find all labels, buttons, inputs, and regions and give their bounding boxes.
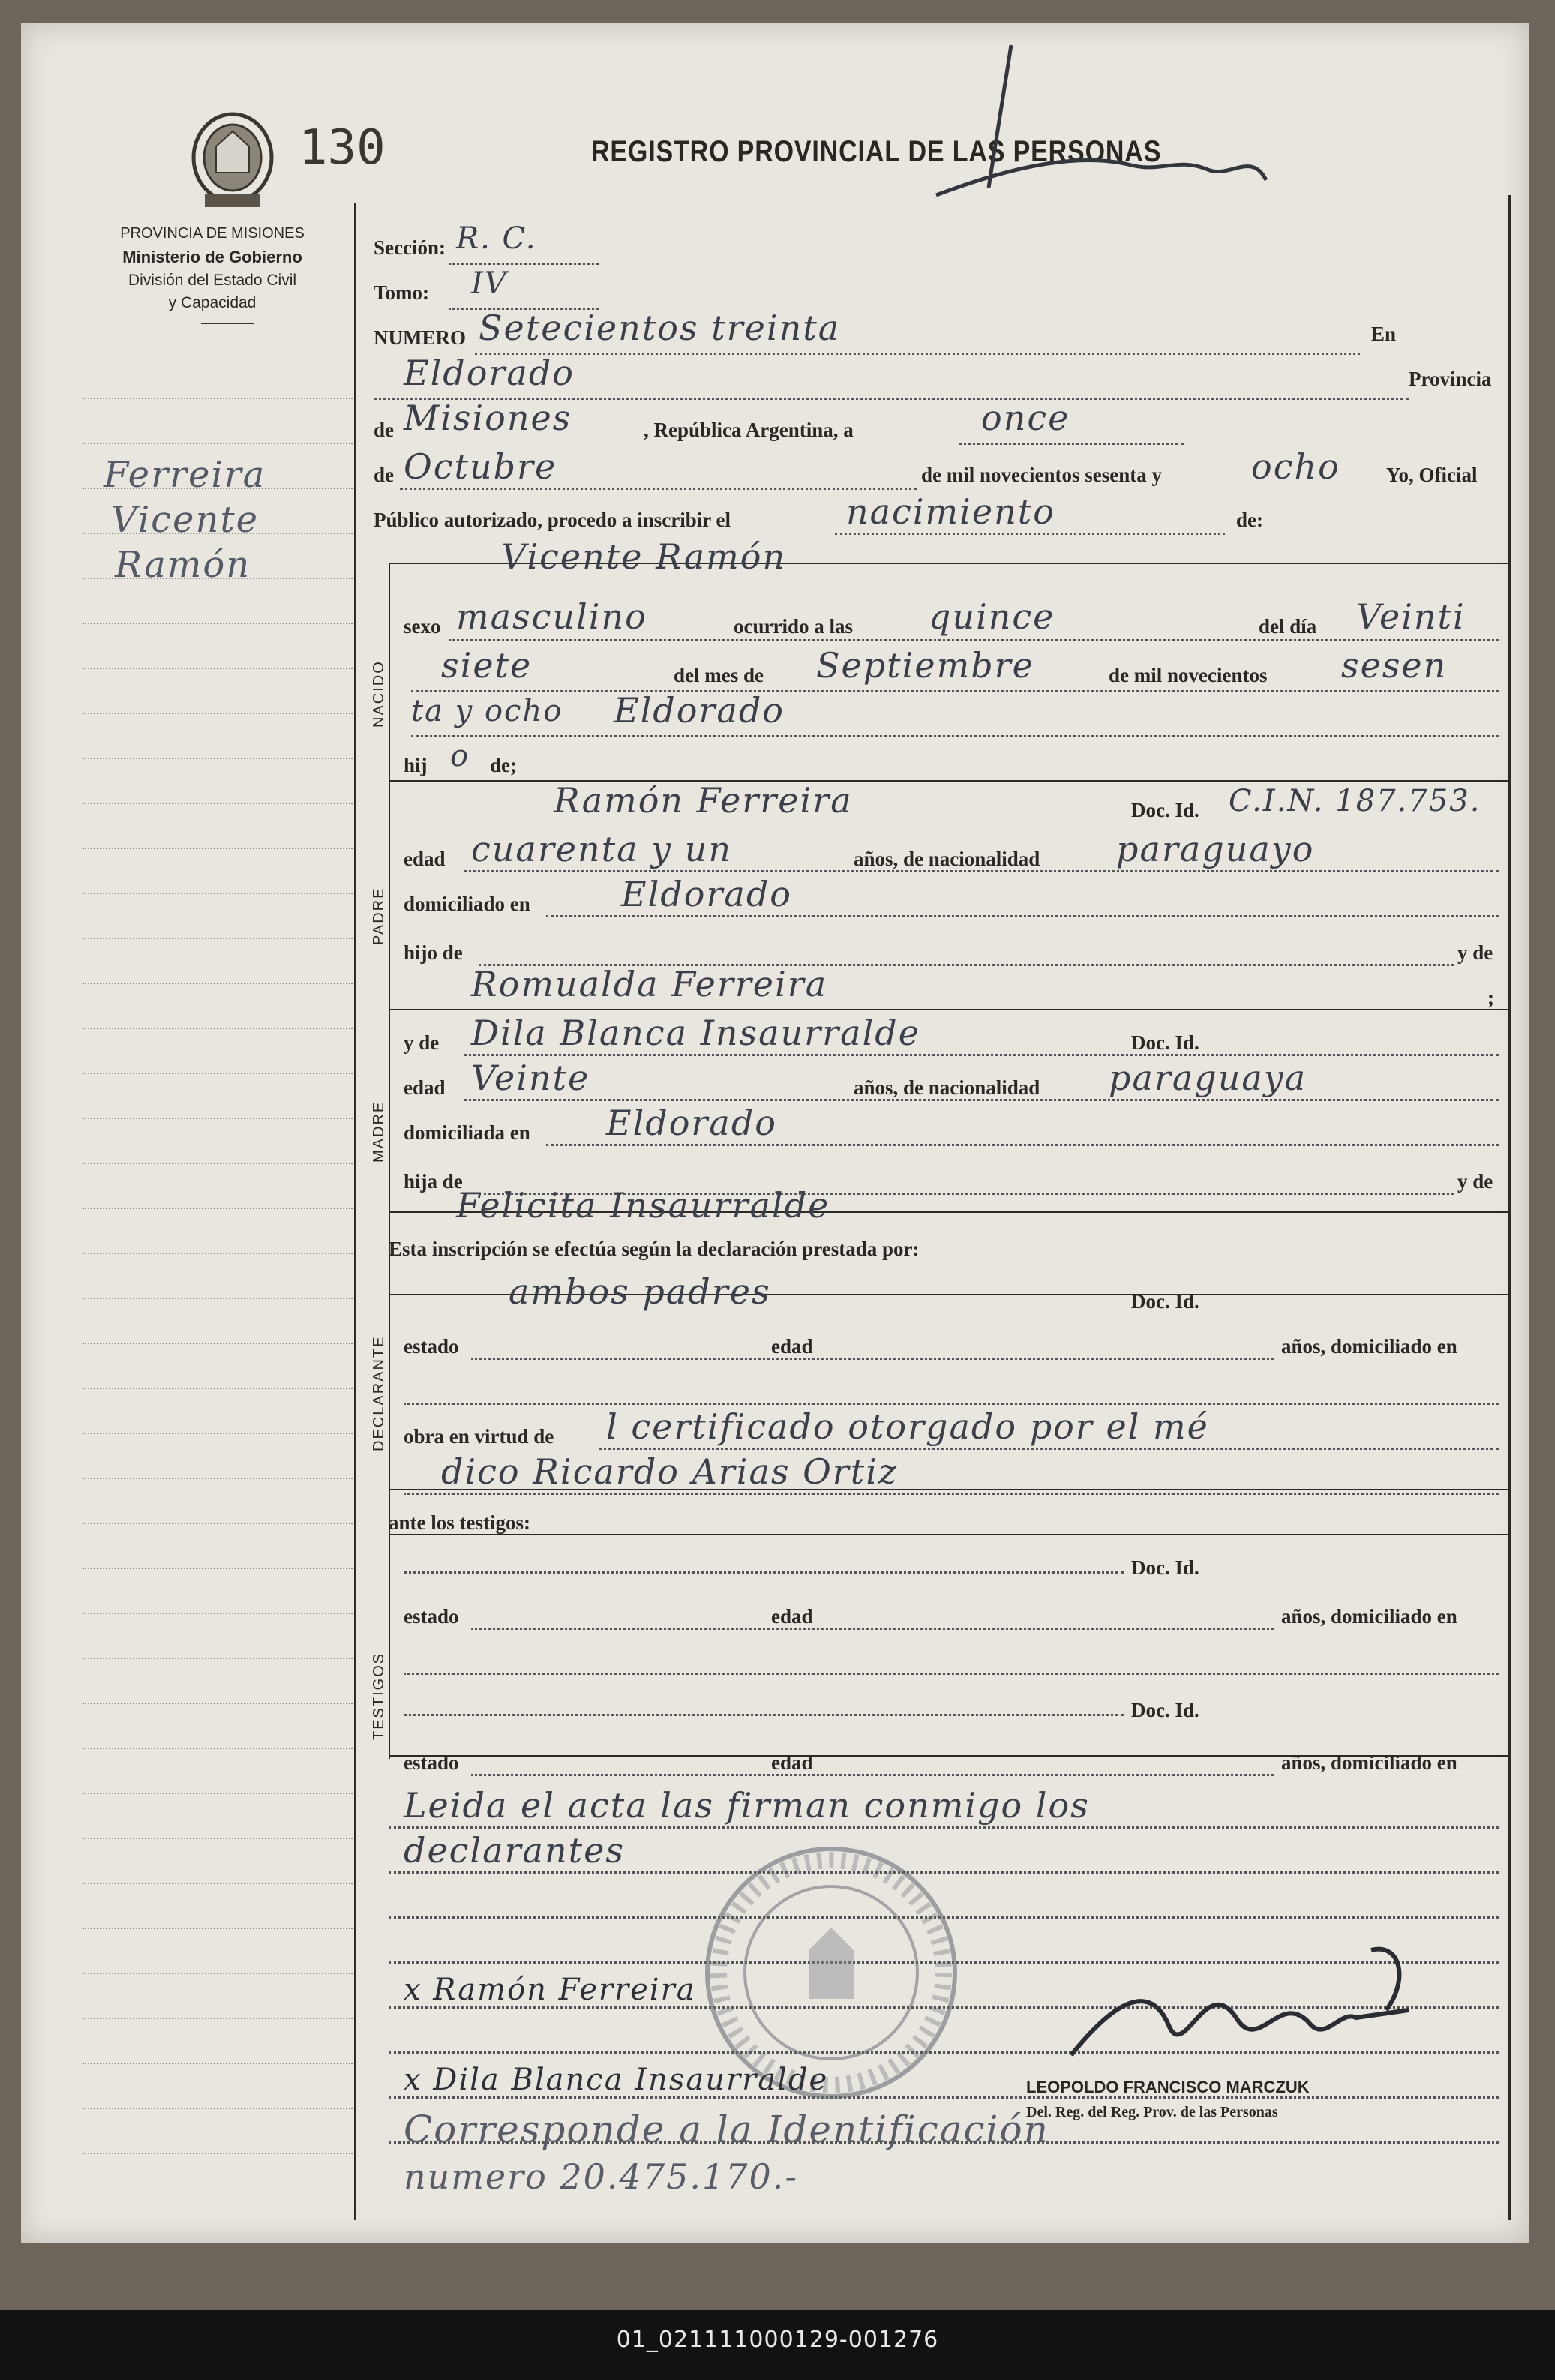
label-seccion: Sección: — [374, 236, 446, 259]
label-edad-padre: edad — [404, 848, 446, 870]
note-line2: numero 20.475.170.- — [404, 2156, 798, 2197]
dots-sexo — [449, 639, 1499, 641]
margin-rule-line — [83, 398, 353, 399]
dots-testigo1-extra — [404, 1673, 1499, 1675]
value-provincia: Misiones — [404, 398, 572, 438]
margin-rule-line — [83, 1478, 353, 1479]
margin-rule-line — [83, 1568, 353, 1569]
margin-rule-line — [83, 1208, 353, 1209]
dots-dom-padre — [546, 915, 1499, 917]
value-padre-dom: Eldorado — [621, 874, 792, 914]
margin-rule-line — [83, 893, 353, 894]
dots-madre — [464, 1054, 1499, 1056]
frame-right-rule — [1508, 195, 1511, 2220]
label-doc-id-testigo1: Doc. Id. — [1131, 1556, 1199, 1579]
margin-rule-line — [83, 1883, 353, 1884]
label-edad-testigo1: edad — [771, 1605, 813, 1628]
label-doc-id-padre: Doc. Id. — [1131, 799, 1199, 821]
value-padre-edad: cuarenta y un — [471, 829, 733, 869]
dots-obra2 — [404, 1493, 1499, 1495]
label-semicolon: ; — [1487, 986, 1494, 1009]
side-label-declarante: DECLARANTE — [371, 1335, 387, 1451]
margin-rule-line — [83, 1388, 353, 1389]
label-numero: NUMERO — [374, 326, 466, 349]
value-declarante: ambos padres — [509, 1271, 771, 1312]
margin-rule-line — [83, 623, 353, 624]
label-de-mil: de mil novecientos sesenta y — [921, 464, 1162, 486]
value-anio: ocho — [1251, 446, 1340, 487]
label-anos-dom-testigo1: años, domiciliado en — [1281, 1605, 1457, 1628]
dots-estado-declarante — [471, 1358, 1274, 1360]
label-y-de-madre-2: y de — [1457, 1170, 1493, 1193]
margin-rule-line — [83, 443, 353, 444]
value-dia: once — [981, 398, 1070, 438]
rule-madre-top — [389, 1009, 1510, 1010]
side-label-padre: PADRE — [371, 887, 387, 945]
value-obra1: l certificado otorgado por el mé — [606, 1406, 1209, 1447]
label-edad-testigo2: edad — [771, 1751, 813, 1774]
label-edad-madre: edad — [404, 1076, 446, 1099]
dots-obra1 — [599, 1448, 1499, 1450]
value-anio-nac2: ta y ocho — [411, 694, 563, 728]
label-hij: hij — [404, 754, 428, 776]
value-lugar-nac: Eldorado — [614, 690, 785, 731]
header-signature — [906, 38, 1296, 218]
dots-declarante-extra — [404, 1403, 1499, 1405]
officer-role: Del. Reg. del Reg. Prov. de las Personas — [1026, 2104, 1278, 2120]
label-domiciliado-padre: domiciliado en — [404, 893, 530, 915]
margin-rule-line — [83, 1838, 353, 1839]
margin-rule-line — [83, 1028, 353, 1029]
margin-rule-line — [83, 1928, 353, 1929]
dots-leida1 — [389, 1826, 1499, 1829]
value-padre-doc: C.I.N. 187.753. — [1229, 784, 1481, 818]
margin-rule-line — [83, 1118, 353, 1119]
margin-second-name: Ramón — [115, 544, 251, 586]
margin-rule-line — [83, 983, 353, 984]
dots-mes — [400, 488, 917, 490]
margin-rule-line — [83, 1703, 353, 1704]
note-line1: Corresponde a la Identificación — [404, 2108, 1049, 2151]
label-hija-de: hija de — [404, 1170, 463, 1193]
dots-mes-nac — [411, 690, 1499, 692]
label-anos-dom-testigo2: años, domiciliado en — [1281, 1751, 1457, 1774]
value-leida2: declarantes — [404, 1830, 625, 1871]
value-obra2: dico Ricardo Arias Ortiz — [441, 1451, 899, 1492]
margin-rule-line — [83, 1748, 353, 1749]
signature-mother: x Dila Blanca Insaurralde — [404, 2063, 829, 2097]
value-madre-nac: paraguaya — [1109, 1058, 1307, 1098]
value-tomo: IV — [471, 266, 508, 301]
dots-testigo2 — [404, 1714, 1124, 1716]
margin-rule-line — [83, 1658, 353, 1659]
value-padre: Ramón Ferreira — [554, 780, 853, 821]
margin-rule-line — [83, 1793, 353, 1794]
value-dia-nac: Veinti — [1356, 596, 1466, 637]
margin-rule-line — [83, 668, 353, 669]
value-madre-dom: Eldorado — [606, 1103, 777, 1143]
value-sexo: masculino — [456, 596, 647, 637]
rule-inner-left — [389, 563, 390, 1759]
ministry-heading: Ministerio de Gobierno — [122, 248, 302, 266]
value-nombre: Vicente Ramón — [501, 536, 787, 577]
margin-rule-line — [83, 2108, 353, 2109]
label-sexo: sexo — [404, 615, 441, 638]
value-acto: nacimiento — [846, 491, 1055, 532]
margin-rule-line — [83, 1298, 353, 1299]
margin-rule-line — [83, 848, 353, 849]
label-anos-dom-declarante: años, domiciliado en — [1281, 1335, 1457, 1358]
side-label-nacido: NACIDO — [371, 660, 387, 728]
margin-rule-line — [83, 938, 353, 939]
margin-rule-line — [83, 1523, 353, 1524]
margin-rule-line — [83, 803, 353, 804]
value-abuela-p: Romualda Ferreira — [471, 964, 828, 1004]
value-madre-edad: Veinte — [471, 1058, 590, 1098]
label-de-2: de — [374, 464, 394, 486]
coat-of-arms-icon — [182, 105, 284, 210]
label-de-colon: de: — [1236, 509, 1263, 531]
label-hijo-de: hijo de — [404, 941, 463, 964]
label-republica: , República Argentina, a — [644, 419, 854, 441]
label-yo-oficial: Yo, Oficial — [1386, 464, 1478, 486]
rule-testigos-top — [389, 1534, 1510, 1535]
value-mes-nac: Septiembre — [816, 645, 1034, 686]
signature-father: x Ramón Ferreira — [404, 1973, 696, 2007]
value-numero: Setecientos treinta — [479, 308, 841, 348]
value-madre: Dila Blanca Insaurralde — [471, 1013, 920, 1053]
label-estado-testigo1: estado — [404, 1605, 459, 1628]
dots-dia — [959, 443, 1184, 445]
value-dia-nac2: siete — [441, 645, 533, 686]
dots-edad-padre — [464, 870, 1499, 872]
label-del-dia: del día — [1259, 615, 1317, 638]
label-anos-nac-padre: años, de nacionalidad — [854, 848, 1040, 870]
footer-filename: 01_021111000129-001276 — [616, 2327, 939, 2353]
side-label-madre: MADRE — [371, 1100, 387, 1163]
margin-rule-line — [83, 1073, 353, 1074]
dots-seccion — [449, 263, 599, 265]
label-publico: Público autorizado, procedo a inscribir el — [374, 509, 731, 531]
label-doc-id-declarante: Doc. Id. — [1131, 1290, 1199, 1313]
margin-rule-line — [83, 758, 353, 759]
dots-acto — [835, 533, 1225, 535]
officer-signature — [1056, 1928, 1431, 2093]
label-tomo: Tomo: — [374, 281, 430, 304]
margin-first-name: Vicente — [111, 499, 260, 541]
capacity-heading: y Capacidad — [168, 294, 257, 311]
label-anos-nac-madre: años, de nacionalidad — [854, 1076, 1040, 1099]
province-heading: PROVINCIA DE MISIONES — [120, 225, 305, 242]
label-provincia: Provincia — [1409, 368, 1492, 390]
label-ante-testigos: ante los testigos: — [389, 1511, 530, 1534]
label-esta-inscripcion: Esta inscripción se efectúa según la declaración prestada por: — [389, 1238, 920, 1260]
margin-rule-line — [83, 1163, 353, 1164]
margin-rule-line — [83, 2018, 353, 2019]
image-footer — [0, 2310, 1555, 2380]
folio-number: 130 — [299, 120, 386, 176]
margin-surname: Ferreira — [104, 454, 266, 496]
value-seccion: R. C. — [456, 221, 537, 256]
margin-rule-line — [83, 1253, 353, 1254]
label-y-de-padre: y de — [1457, 941, 1493, 964]
label-estado-testigo2: estado — [404, 1751, 459, 1774]
frame-left-rule — [354, 203, 356, 2220]
register-page — [21, 23, 1529, 2243]
division-heading: División del Estado Civil — [128, 272, 297, 289]
label-de-1: de — [374, 419, 394, 441]
margin-rule-line — [83, 1613, 353, 1614]
label-de-mil-nov: de mil novecientos — [1109, 664, 1268, 686]
dots-estado-testigo2 — [471, 1774, 1274, 1776]
label-edad-declarante: edad — [771, 1335, 813, 1358]
label-ocurrido: ocurrido a las — [734, 615, 853, 638]
margin-rule-line — [83, 1973, 353, 1974]
label-en: En — [1371, 323, 1397, 345]
value-anio-nac: sesen — [1341, 645, 1448, 686]
value-mes: Octubre — [404, 446, 557, 487]
dots-numero — [475, 353, 1360, 355]
margin-rule-line — [83, 1433, 353, 1434]
margin-rule-line — [83, 2063, 353, 2064]
label-estado-declarante: estado — [404, 1335, 459, 1358]
document-title: REGISTRO PROVINCIAL DE LAS PERSONAS — [591, 135, 1162, 168]
dots-estado-testigo1 — [471, 1628, 1274, 1630]
value-hij-suffix: o — [450, 739, 470, 773]
value-leida1: Leida el acta las firman conmigo los — [404, 1785, 1090, 1826]
margin-rule-line — [83, 713, 353, 714]
value-abuela-m: Felicita Insaurralde — [456, 1185, 830, 1226]
label-doc-id-testigo2: Doc. Id. — [1131, 1699, 1199, 1721]
officer-name: LEOPOLDO FRANCISCO MARCZUK — [1026, 2078, 1310, 2096]
heading-rule — [201, 323, 254, 324]
value-padre-nac: paraguayo — [1116, 829, 1315, 869]
label-doc-id-madre: Doc. Id. — [1131, 1031, 1199, 1054]
label-de-semicolon: de; — [490, 754, 517, 776]
value-localidad: Eldorado — [404, 353, 575, 393]
dots-dom-madre — [546, 1144, 1499, 1146]
side-label-testigos: TESTIGOS — [371, 1652, 387, 1740]
value-hora: quince — [929, 596, 1055, 637]
label-del-mes: del mes de — [674, 664, 764, 686]
label-y-de-madre: y de — [404, 1031, 440, 1054]
dots-testigo1 — [404, 1571, 1124, 1574]
dots-edad-madre — [464, 1099, 1499, 1101]
margin-rule-line — [83, 2153, 353, 2154]
margin-rule-line — [83, 1343, 353, 1344]
label-domiciliada-madre: domiciliada en — [404, 1121, 530, 1144]
dots-lugar-nac — [411, 735, 1499, 737]
label-obra: obra en virtud de — [404, 1425, 554, 1448]
